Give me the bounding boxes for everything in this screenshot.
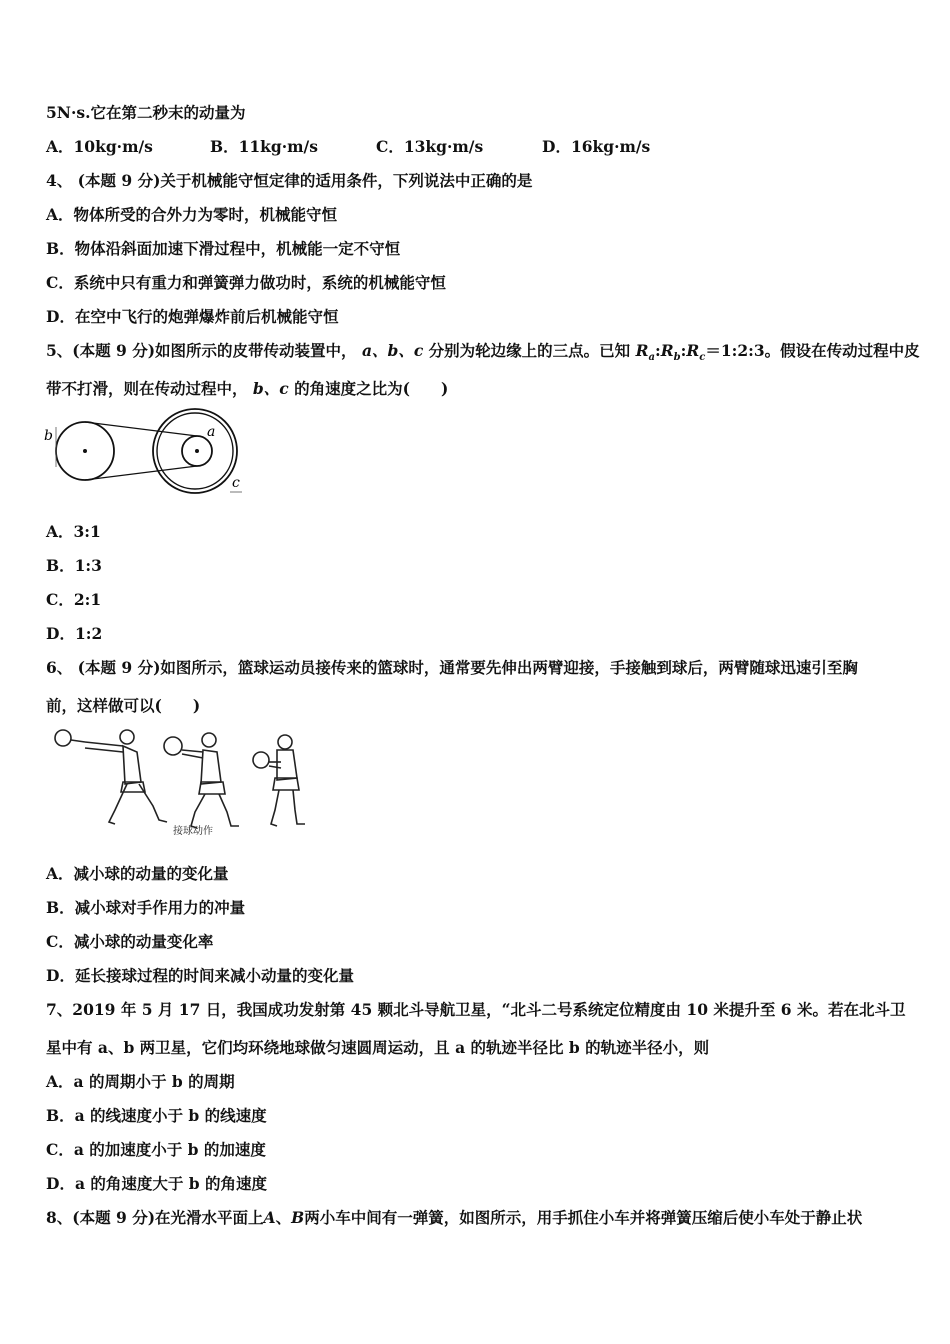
q4-option-a[interactable]: A．物体所受的合外力为零时，机械能守恒 [46, 205, 338, 224]
player-2 [164, 733, 239, 828]
q8-var-b: B [291, 1208, 305, 1227]
q7-option-a[interactable]: A．a 的周期小于 b 的周期 [46, 1072, 235, 1091]
q7-option-b[interactable]: B．a 的线速度小于 b 的线速度 [46, 1106, 267, 1125]
q5-option-c[interactable]: C．2:1 [46, 590, 102, 609]
belt-drive-figure [42, 405, 247, 495]
q4-option-d[interactable]: D．在空中飞行的炮弹爆炸前后机械能守恒 [46, 307, 339, 326]
q7-option-c[interactable]: C．a 的加速度小于 b 的加速度 [46, 1140, 266, 1159]
q3-stem-tail: 5N·s.它在第二秒末的动量为 [46, 103, 246, 122]
q4-option-b[interactable]: B．物体沿斜面加速下滑过程中，机械能一定不守恒 [46, 239, 401, 258]
q3-option-a[interactable]: A．10kg·m/s [46, 137, 153, 156]
label-c: c [232, 475, 240, 491]
q5-stem-text-b: 分别为轮边缘上的三点。已知 [428, 341, 631, 360]
q8-stem-b: 两小车中间有一弹簧，如图所示，用手抓住小车并将弹簧压缩后使小车处于静止状 [304, 1208, 863, 1227]
q5-stem-text-a: 5、(本题 9 分)如图所示的皮带传动装置中， [46, 341, 357, 360]
q5-stem-vars: a、b、c [361, 341, 424, 360]
pulley-b-axle [83, 449, 87, 453]
q6-stem-line1: 6、 (本题 9 分)如图所示，篮球运动员接传来的篮球时，通常要先伸出两臂迎接，手接触到球后，两臂随球迅速引至胸 [46, 658, 858, 677]
catch-ball-figure [45, 722, 315, 840]
q4-option-c[interactable]: C．系统中只有重力和弹簧弹力做功时，系统的机械能守恒 [46, 273, 446, 292]
q4-stem: 4、 (本题 9 分)关于机械能守恒定律的适用条件，下列说法中正确的是 [46, 171, 533, 190]
q5-option-a[interactable]: A．3:1 [46, 522, 101, 541]
label-b: b [44, 428, 53, 444]
player-3 [253, 735, 305, 826]
belt-bottom [85, 466, 197, 480]
q8-stem [46, 1208, 862, 1228]
q8-stem-a: 8、(本题 9 分)在光滑水平面上 [46, 1208, 264, 1227]
q6-option-a[interactable]: A．减小球的动量的变化量 [46, 864, 229, 883]
ball-1 [55, 730, 71, 746]
q5-stem-ratio-value: ＝1:2:3。假设在传动过程中皮 [705, 341, 920, 360]
figure-caption: 接球动作 [173, 826, 213, 837]
q5-stem-line1: 5、(本题 9 分)如图所示的皮带传动装置中， a、b、c 分别为轮边缘上的三点。已知 $R_a:R_b:R_c=1:2:3$。假设在传动过程中皮 [46, 341, 920, 364]
ball-3 [253, 752, 269, 768]
q5-ratio-rb: $R_b$ [660, 341, 681, 364]
q5-ratio-rc: $R_c$ [686, 341, 706, 364]
q5-stem-line2-b: 的角速度之比为( ) [294, 379, 449, 398]
q5-stem-line2-vars: b、c [252, 379, 289, 398]
q6-option-c[interactable]: C．减小球的动量变化率 [46, 932, 214, 951]
belt-top [85, 422, 197, 436]
q5-stem-line2 [46, 379, 448, 399]
q3-option-d[interactable]: D．16kg·m/s [542, 137, 651, 156]
q8-sep: 、 [275, 1208, 292, 1227]
q5-option-d[interactable]: D．1:2 [46, 624, 103, 643]
q7-stem-line1: 7、2019 年 5 月 17 日，我国成功发射第 45 颗北斗导航卫星，“北斗二号系统定位精度由 10 米提升至 6 米。若在北斗卫 [46, 1000, 906, 1019]
q7-stem-line2: 星中有 a、b 两卫星，它们均环绕地球做匀速圆周运动，且 a 的轨迹半径比 b 的轨迹半径小，则 [46, 1038, 710, 1057]
label-a: a [207, 424, 216, 440]
q5-stem-line2-a: 带不打滑，则在传动过程中， [46, 379, 248, 398]
pulley-a-axle [195, 449, 199, 453]
q8-var-a: A [263, 1208, 276, 1227]
player-1 [55, 730, 167, 824]
q5-ratio-ra: $R_a$ [635, 341, 655, 364]
q6-stem-line2: 前，这样做可以( ) [46, 696, 201, 715]
q3-option-c[interactable]: C．13kg·m/s [376, 137, 484, 156]
q7-option-d[interactable]: D．a 的角速度大于 b 的角速度 [46, 1174, 268, 1193]
q6-option-d[interactable]: D．延长接球过程的时间来减小动量的变化量 [46, 966, 354, 985]
ball-2 [164, 737, 182, 755]
q6-option-b[interactable]: B．减小球对手作用力的冲量 [46, 898, 246, 917]
q5-option-b[interactable]: B．1:3 [46, 556, 102, 575]
q3-option-b[interactable]: B．11kg·m/s [210, 137, 318, 156]
